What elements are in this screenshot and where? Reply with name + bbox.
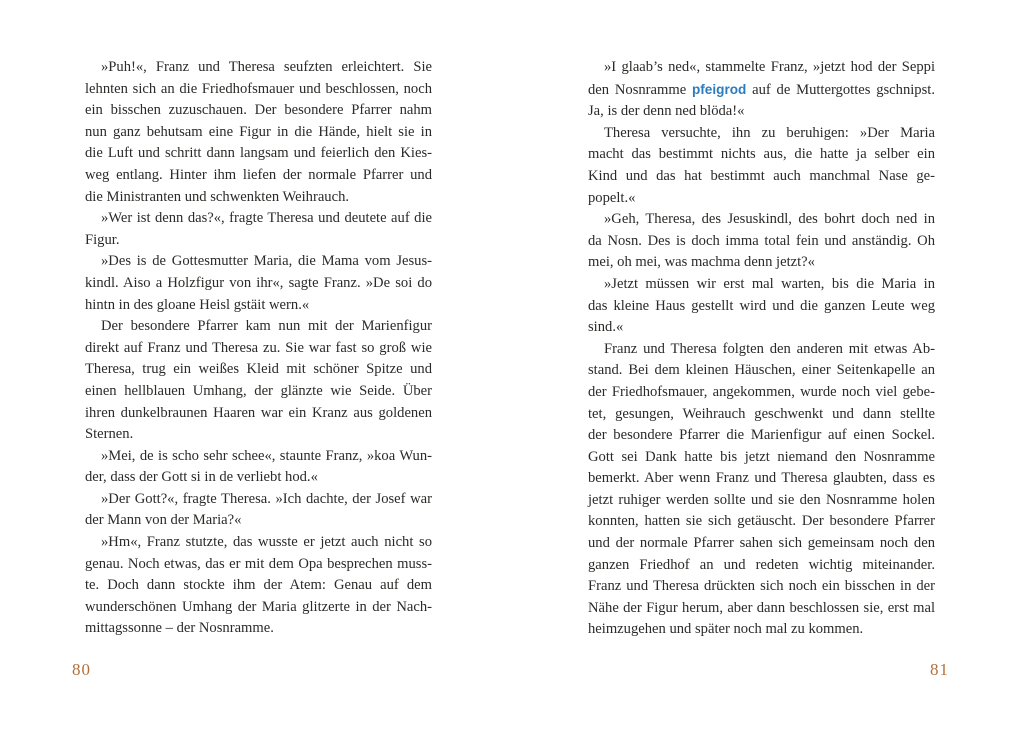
text-line: »Mei, de is scho sehr schee«, staunte Franz, »koa Wun- <box>101 447 432 464</box>
text-line: »Geh, Theresa, des Jesuskindl, des bohrt doch ned in <box>604 211 935 228</box>
text-fragment: auf de Muttergottes gschnipst. <box>752 81 935 98</box>
page-number-left: 80 <box>72 660 91 679</box>
text-line: der, dass der Gott si in de verliebt hod.« <box>85 469 318 486</box>
text-line: mei, oh mei, was machma denn jetzt?« <box>588 254 815 271</box>
text-line: einen hellblauen Umhang, der glänzte wie Seide. Über <box>85 382 432 399</box>
text-line: Franz und Theresa drückten sich noch ein bisschen in der <box>588 578 935 595</box>
text-line: »Des is de Gottesmutter Maria, die Mama vom Jesus- <box>101 253 432 270</box>
text-line: Theresa, trug ein weißes Kleid mit schöner Spitze und <box>85 361 432 378</box>
text-line: ein bisschen zuzuschauen. Der besondere Pfarrer nahm <box>85 102 432 119</box>
text-line: weg entlang. Hinter ihm liefen der normale Pfarrer und <box>85 166 432 183</box>
text-line <box>588 79 935 102</box>
text-line: Franz und Theresa folgten den anderen mit etwas Ab- <box>604 340 935 357</box>
text-fragment: den Nosnramme <box>588 81 687 98</box>
right-page <box>510 0 1020 731</box>
text-line: da Nosn. Des is doch imma total fein und anständig. Oh <box>588 232 935 249</box>
text-line: wunderschönen Umhang der Maria glitzerte in der Nach- <box>85 598 432 615</box>
text-line: macht das bestimmt nichts aus, die hatte ja selber ein <box>588 146 935 163</box>
text-line: lehnten sich an die Friedhofsmauer und beschlossen, noch <box>85 80 432 97</box>
text-line: »Wer ist denn das?«, fragte Theresa und deutete auf die <box>101 210 432 227</box>
text-line: mittagssonne – der Nosnramme. <box>85 620 274 637</box>
text-line: der Friedhofsmauer, angekommen, wurde noch viel gebe- <box>588 383 935 400</box>
text-line: das kleine Haus gestellt wird und die ganzen Leute weg <box>588 297 935 314</box>
text-line: heimzugehen und später noch mal zu kommen. <box>588 621 864 638</box>
text-line: »Puh!«, Franz und Theresa seufzten erleichtert. Sie <box>101 59 432 75</box>
text-line: popelt.« <box>588 189 636 206</box>
text-line: der Mann von der Maria?« <box>85 512 242 529</box>
text-line: Der besondere Pfarrer kam nun mit der Marienfigur <box>101 318 432 335</box>
text-line: Kind und das hat bestimmt auch manchmal Nase ge- <box>588 167 935 184</box>
text-line: jetzt ruhiger werden sollte und sie den Nosnramme holen <box>588 491 935 508</box>
text-line: die Ministranten und schwenkten Weihrauch. <box>85 188 350 205</box>
text-line: kindl. Aiso a Holzfigur von ihr«, sagte Franz. »De soi do <box>85 274 432 291</box>
text-line: Ja, is der denn ned blöda!« <box>588 103 745 120</box>
text-line: »I glaab’s ned«, stammelte Franz, »jetzt hod der Seppi <box>604 59 935 75</box>
text-line: ihren dunkelbraunen Haaren war ein Kranz aus goldenen <box>85 404 432 421</box>
text-line: sind.« <box>588 319 624 336</box>
text-line: genau. Noch etwas, das er mit dem Opa besprechen muss- <box>85 555 432 572</box>
text-line: der besondere Pfarrer die Marienfigur auf einen Sockel. <box>588 427 935 444</box>
text-line: stand. Bei dem kleinen Häuschen, einer Seitenkapelle an <box>588 362 935 379</box>
left-page-text <box>85 57 432 640</box>
text-line: nun ganz behutsam eine Figur in die Hände, hielt sie in <box>85 123 432 140</box>
text-line: »Hm«, Franz stutzte, das wusste er jetzt auch nicht so <box>101 534 432 551</box>
text-line: bemerkt. Aber wenn Franz und Theresa glaubten, dass es <box>588 470 935 487</box>
text-line: Theresa versuchte, ihn zu beruhigen: »Der Maria <box>604 124 935 141</box>
page-number-right: 81 <box>930 660 949 679</box>
text-line: hintn in des gloane Heisl gstäit wern.« <box>85 296 310 313</box>
highlighted-word: pfeigrod <box>691 81 747 97</box>
text-line: te. Doch dann stockte ihm der Atem: Genau auf dem <box>85 577 432 594</box>
text-line: Figur. <box>85 231 120 248</box>
text-line: Sternen. <box>85 426 134 443</box>
text-line: direkt auf Franz und Theresa zu. Sie war fast so groß wie <box>85 339 432 356</box>
text-line: Nähe der Figur herum, aber dann beschlossen sie, erst mal <box>588 599 935 616</box>
text-line: »Der Gott?«, fragte Theresa. »Ich dachte, der Josef war <box>101 490 432 507</box>
text-line: Gott sei Dank hatte bis jetzt niemand den Nosnramme <box>588 448 935 465</box>
text-line: tet, gesungen, Weihrauch geschwenkt und dann stellte <box>588 405 935 422</box>
right-page-text <box>588 57 935 641</box>
text-line: konnten, hatten sie sich getäuscht. Der besondere Pfarrer <box>588 513 935 530</box>
text-line: die Luft und schritt dann langsam und feierlich den Kies- <box>85 145 432 162</box>
text-line: ganzen Friedhof an und redeten wichtig miteinander. <box>588 556 935 573</box>
text-line: und der normale Pfarrer sahen sich gemeinsam noch den <box>588 535 935 552</box>
text-line: »Jetzt müssen wir erst mal warten, bis die Maria in <box>604 275 935 292</box>
